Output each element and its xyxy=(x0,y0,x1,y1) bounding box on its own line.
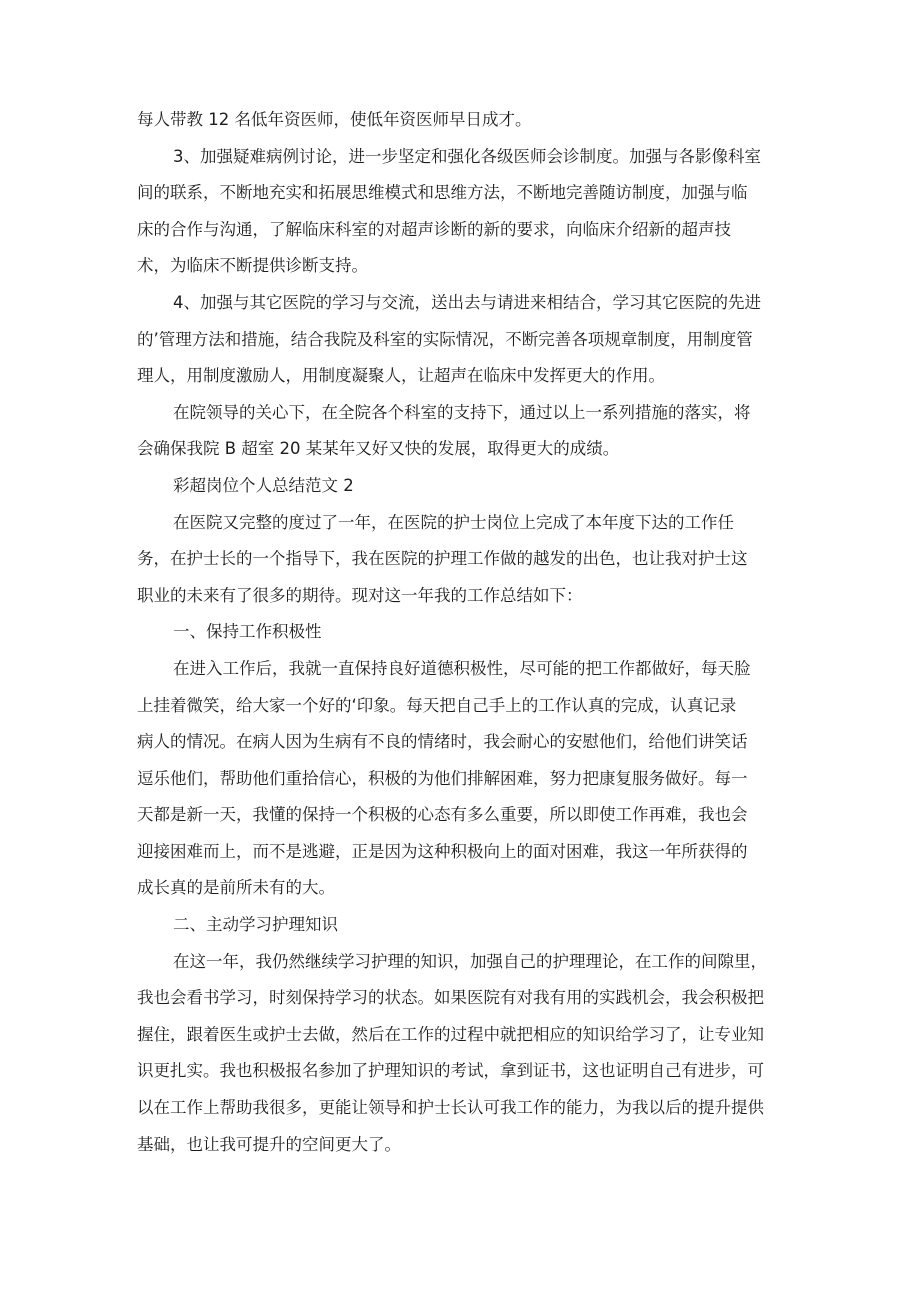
text-line: 床的合作与沟通，了解临床科室的对超声诊断的新的要求，向临床介绍新的超声技 xyxy=(137,219,731,239)
text-line: 彩超岗位个人总结范文 2 xyxy=(173,475,354,495)
text-line: 4、加强与其它医院的学习与交流，送出去与请进来相结合，学习其它医院的先进 xyxy=(173,292,761,312)
text-line: 在这一年，我仍然继续学习护理的知识，加强自己的护理理论，在工作的间隙里， xyxy=(173,951,767,971)
text-line: 3、加强疑难病例讨论，进一步坚定和强化各级医师会诊制度。加强与各影像科室 xyxy=(173,146,761,166)
text-line: 在医院又完整的度过了一年，在医院的护士岗位上完成了本年度下达的工作任 xyxy=(173,512,734,532)
text-line: 间的联系，不断地充实和拓展思维模式和思维方法，不断地完善随访制度，加强与临 xyxy=(137,183,748,203)
text-line: 逗乐他们，帮助他们重拾信心，积极的为他们排解困难，努力把康复服务做好。每一 xyxy=(137,768,748,788)
text-line: 在院领导的关心下，在全院各个科室的支持下，通过以上一系列措施的落实，将 xyxy=(173,402,751,422)
text-line: 每人带教 12 名低年资医师，使低年资医师早日成才。 xyxy=(137,110,532,129)
text-line: 一、保持工作积极性 xyxy=(173,622,322,642)
text-line: 职业的未来有了很多的期待。现对这一年我的工作总结如下： xyxy=(137,585,583,605)
text-line: 迎接困难而上，而不是逃避，正是因为这种积极向上的面对困难，我这一年所获得的 xyxy=(137,841,748,861)
text-line: 成长真的是前所未有的大。 xyxy=(137,878,335,898)
text-line: 理人，用制度激励人，用制度凝聚人，让超声在临床中发挥更大的作用。 xyxy=(137,366,665,386)
text-line: 在进入工作后，我就一直保持良好道德积极性，尽可能的把工作都做好，每天脸 xyxy=(173,658,751,678)
text-line: 病人的情况。在病人因为生病有不良的情绪时，我会耐心的安慰他们，给他们讲笑话 xyxy=(137,732,748,752)
text-line: 基础，也让我可提升的空间更大了。 xyxy=(137,1134,401,1154)
text-line: 识更扎实。我也积极报名参加了护理知识的考试，拿到证书，这也证明自己有进步，可 xyxy=(137,1061,764,1081)
text-line: 上挂着微笑，给大家一个好的‘印象。每天把自己手上的工作认真的完成，认真记录 xyxy=(137,695,737,715)
text-line: 的’管理方法和措施，结合我院及科室的实际情况，不断完善各项规章制度，用制度管 xyxy=(137,329,753,349)
text-line: 握住，跟着医生或护士去做，然后在工作的过程中就把相应的知识给学习了，让专业知 xyxy=(137,1024,764,1044)
text-line: 天都是新一天，我懂的保持一个积极的心态有多么重要，所以即使工作再难，我也会 xyxy=(137,805,748,825)
document-body xyxy=(137,102,787,1163)
text-line: 术，为临床不断提供诊断支持。 xyxy=(137,256,368,276)
text-line: 二、主动学习护理知识 xyxy=(173,915,338,935)
text-line: 务，在护士长的一个指导下，我在医院的护理工作做的越发的出色，也让我对护士这 xyxy=(137,549,748,569)
text-line: 以在工作上帮助我很多，更能让领导和护士长认可我工作的能力，为我以后的提升提供 xyxy=(137,1098,764,1118)
text-line: 我也会看书学习，时刻保持学习的状态。如果医院有对我有用的实践机会，我会积极把 xyxy=(137,988,764,1008)
text-line: 会确保我院 B 超室 20 某某年又好又快的发展，取得更大的成绩。 xyxy=(137,439,620,459)
